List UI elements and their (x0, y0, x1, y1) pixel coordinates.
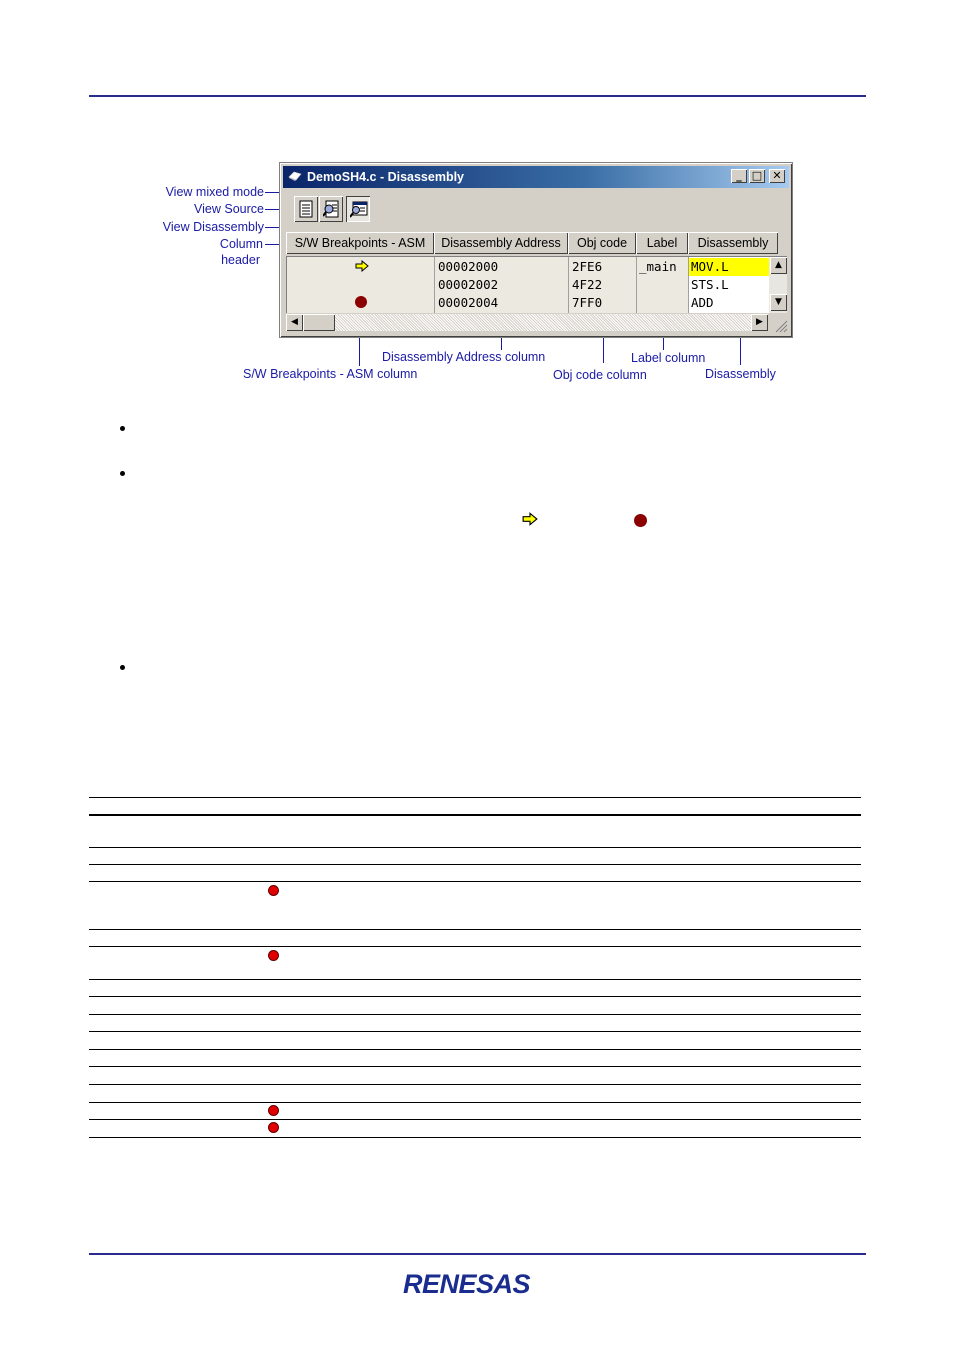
label-obj-code-column: Obj code column (553, 368, 647, 382)
table-rule (89, 996, 861, 997)
disassembly-figure (160, 160, 796, 386)
col-label[interactable]: Label (636, 232, 688, 254)
renesas-logo (403, 1269, 553, 1301)
breakpoint-inline-icon (634, 514, 647, 527)
label-view-source: View Source (194, 202, 264, 216)
minimize-button[interactable]: _ (731, 169, 747, 183)
header-rule (89, 95, 866, 97)
row3-address: 00002004 (438, 295, 499, 310)
leader-sw-breakpoints (359, 338, 360, 366)
view-mixed-mode-button[interactable] (319, 196, 343, 222)
table-rule (89, 847, 861, 848)
disassembly-view-icon (350, 200, 368, 218)
label-label-column: Label column (631, 351, 706, 365)
table-rule (89, 881, 861, 882)
leader-disassembly (740, 338, 741, 365)
col-disassembly[interactable]: Disassembly (688, 232, 778, 254)
breakpoint-icon (268, 1105, 279, 1116)
table-rule (89, 1119, 861, 1120)
disassembly-window (279, 162, 793, 338)
table-rule (89, 1014, 861, 1015)
bullet-3 (120, 665, 125, 670)
table-rule (89, 1031, 861, 1032)
row3-obj: 7FF0 (572, 295, 603, 310)
table-rule (89, 864, 861, 865)
col-disassembly-address[interactable]: Disassembly Address (434, 232, 568, 254)
logo-text: RENESAS (403, 1269, 531, 1299)
breakpoint-icon (268, 950, 279, 961)
scroll-down-button[interactable]: ▼ (770, 294, 787, 311)
row1-address: 00002000 (438, 259, 499, 274)
scroll-thumb[interactable] (303, 314, 335, 331)
footer-rule (89, 1253, 866, 1255)
row2-disasm: STS.L (691, 277, 729, 292)
breakpoint-icon (268, 885, 279, 896)
row2-obj: 4F22 (572, 277, 603, 292)
row1-disasm: MOV.L (689, 258, 769, 276)
maximize-button[interactable]: □ (749, 169, 765, 183)
breakpoint-icon (268, 1122, 279, 1133)
leader-obj-code (603, 338, 604, 363)
table-rule (89, 1066, 861, 1067)
label-view-mixed-mode: View mixed mode (165, 185, 264, 199)
close-button[interactable]: ✕ (769, 169, 785, 183)
leader-disassembly-address (501, 338, 502, 350)
label-sw-breakpoints-column: S/W Breakpoints - ASM column (243, 367, 418, 381)
pc-arrow-inline-icon (522, 512, 538, 526)
resize-grip-icon[interactable] (774, 319, 788, 333)
table-rule (89, 814, 861, 816)
table-rule (89, 946, 861, 947)
mixed-mode-icon (323, 200, 339, 218)
label-header: header (221, 253, 260, 267)
view-source-button[interactable] (294, 196, 318, 222)
table-rule (89, 1084, 861, 1085)
scroll-up-button[interactable]: ▲ (770, 257, 787, 274)
table-rule (89, 797, 861, 798)
col-sw-breakpoints-asm[interactable]: S/W Breakpoints - ASM (286, 232, 434, 254)
label-disassembly-address-column: Disassembly Address column (382, 350, 546, 364)
label-view-disassembly: View Disassembly (162, 220, 264, 234)
scroll-right-button[interactable]: ▶ (751, 314, 768, 331)
row2-address: 00002002 (438, 277, 499, 292)
pc-arrow-icon (355, 260, 369, 272)
column-header (286, 232, 788, 254)
table-rule (89, 979, 861, 980)
leader-label (663, 338, 664, 350)
vertical-scrollbar[interactable] (770, 257, 787, 313)
scroll-left-button[interactable]: ◀ (286, 314, 303, 331)
col-obj-code[interactable]: Obj code (568, 232, 636, 254)
table-rule (89, 1137, 861, 1138)
bullet-1 (120, 426, 125, 431)
table-rule (89, 929, 861, 930)
window-icon (288, 171, 302, 182)
label-column: Column (219, 237, 263, 251)
source-page-icon (298, 200, 314, 218)
row1-obj: 2FE6 (572, 259, 603, 274)
disassembly-list[interactable] (286, 256, 787, 313)
row3-disasm: ADD (691, 295, 714, 310)
window-title: DemoSH4.c - Disassembly (307, 170, 465, 184)
bullet-2 (120, 471, 125, 476)
label-disassembly: Disassembly (705, 367, 776, 381)
title-bar[interactable] (283, 166, 789, 188)
table-rule (89, 1102, 861, 1103)
table-rule (89, 1049, 861, 1050)
horizontal-scrollbar[interactable] (286, 314, 768, 331)
view-disassembly-button[interactable] (346, 196, 370, 222)
breakpoint-dot-icon[interactable] (355, 296, 367, 308)
row1-label: _main (639, 259, 677, 274)
